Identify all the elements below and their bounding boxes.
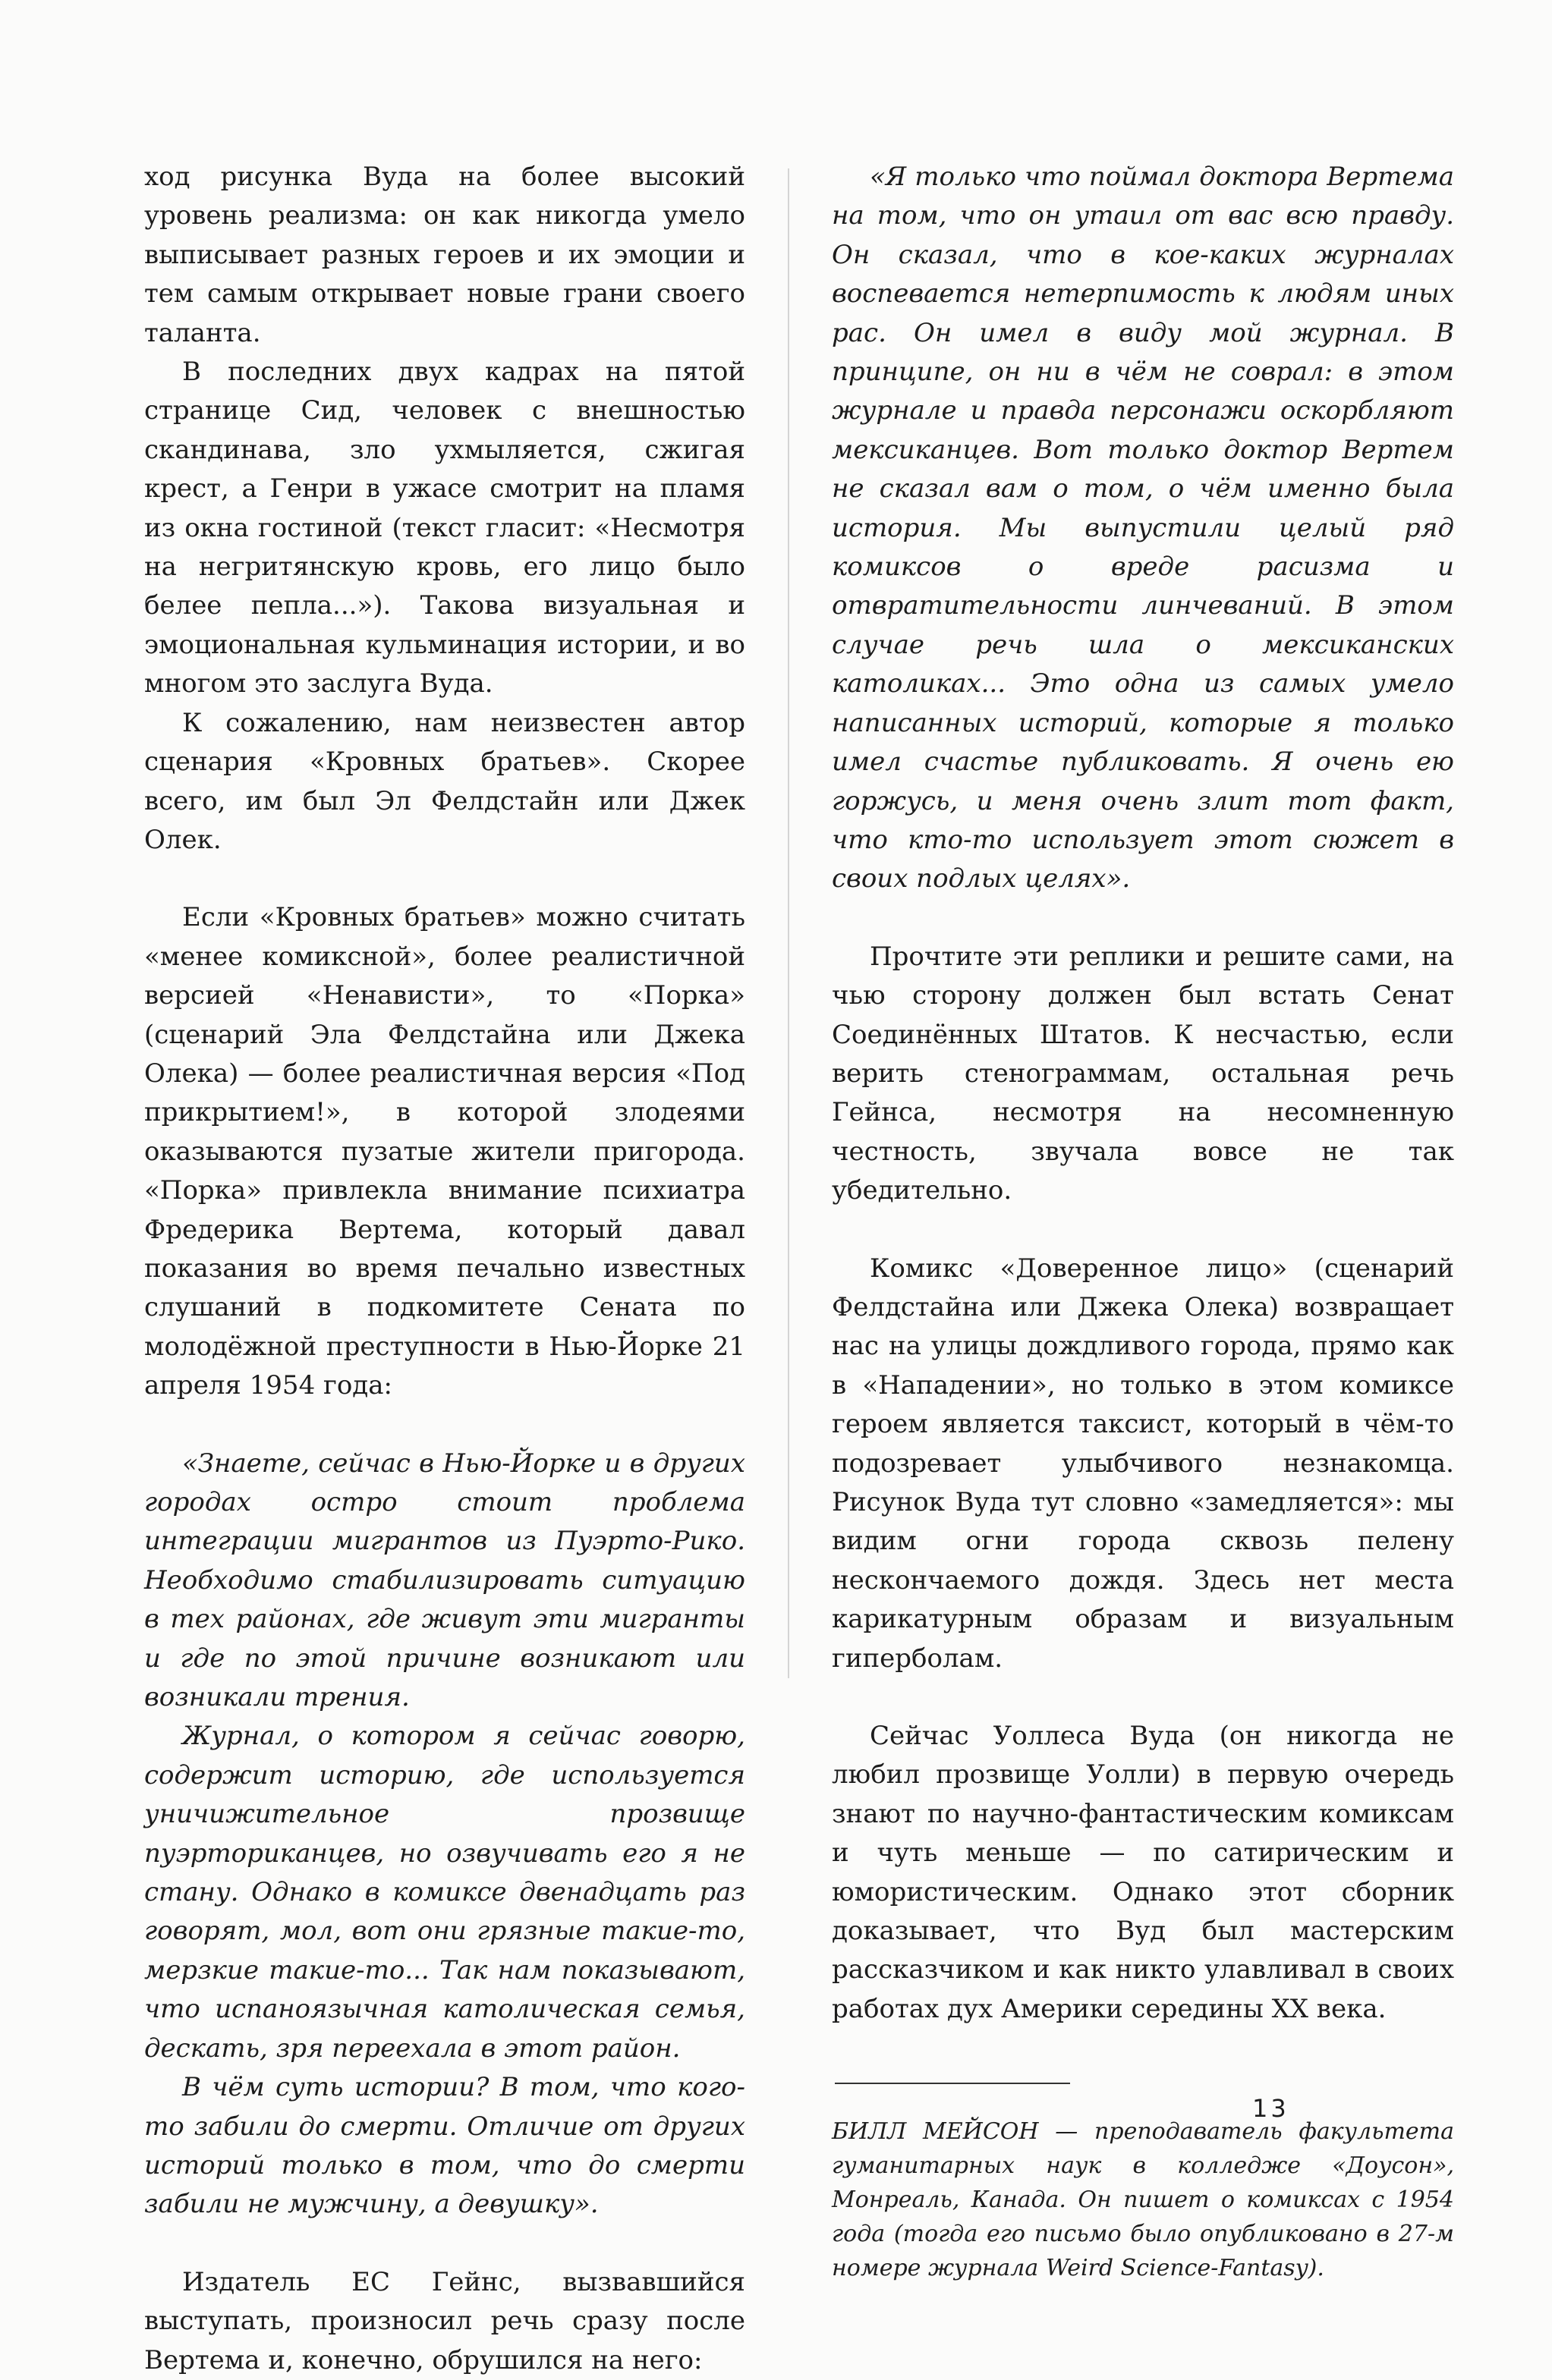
author-bio: БИЛЛ МЕЙСОН — преподаватель факультета гуманитарных наук в колледже «Доусон», Монреаль, Канада. Он пишет о комиксах с 1954 года (тогда его письмо было опубликовано в 27-м номере журнала Weird Science-Fantasy). (832, 2118, 1454, 2282)
quote-paragraph: Журнал, о котором я сейчас говорю, содержит историю, где используется уничижительное прозвище пуэрториканцев, но озвучивать его я не стану. Однако в комиксе двенадцать раз говорят, мол, вот они грязные такие-то, мерзкие такие-то... Так нам показывают, что испаноязычная католическая семья, дескать, зря переехала в этот район. (144, 1721, 745, 2064)
paragraph: Издатель ЕС Гейнс, вызвавшийся выступать, произносил речь сразу после Вертема и, конечно, обрушился на него: (144, 2266, 745, 2375)
quote-paragraph: «Знаете, сейчас в Нью-Йорке и в других городах остро стоит проблема интеграции мигрантов из Пуэрто-Рико. Необходимо стабилизировать ситуацию в тех районах, где живут эти мигранты и где по этой причине возникают или возникали трения. (144, 1448, 745, 1713)
quote-paragraph: «Я только что поймал доктора Вертема на том, что он утаил от вас всю правду. Он сказал, что в кое-каких журналах воспевается нетерпимость к людям иных рас. Он имел в виду мой журнал. В принципе, он ни в чём не соврал: в этом журнале и правда персонажи оскорбляют мексиканцев. Вот только доктор Вертем не сказал вам о том, о чём именно была история. Мы выпустили целый ряд комиксов о вреде расизма и отвратительности линчеваний. В этом случае речь шла о мексиканских католиках... Это одна из самых умело написанных историй, которые я только имел счастье публиковать. Я очень ею горжусь, и меня очень злит тот факт, что кто-то использует этот сюжет в своих подлых целях». (832, 162, 1454, 894)
paragraph: Прочтите эти реплики и решите сами, на чью сторону должен был встать Сенат Соединённых Штатов. К несчастью, если верить стенограммам, остальная речь Гейнса, несмотря на несомненную честность, звучала вовсе не так убедительно. (832, 941, 1454, 1206)
paragraph: Комикс «Доверенное лицо» (сценарий Фелдстайна или Джека Олека) возвращает нас на улицы дождливого города, прямо как в «Нападении», но только в этом комиксе героем является таксист, который в чём-то подозревает улыбчивого незнакомца. Рисунок Вуда тут словно «замедляется»: мы видим огни города сквозь пелену нескончаемого дождя. Здесь нет места карикатурным образам и визуальным гиперболам. (832, 1253, 1454, 1674)
left-column (144, 158, 745, 2380)
paragraph: К сожалению, нам неизвестен автор сценария «Кровных братьев». Скорее всего, им был Эл Фелдстайн или Джек Олек. (144, 707, 745, 855)
column-divider (788, 168, 789, 1678)
right-column (832, 158, 1454, 2285)
paragraph: Сейчас Уоллеса Вуда (он никогда не любил прозвище Уолли) в первую очередь знают по научно-фантастическим комиксам и чуть меньше — по сатирическим и юмористическим. Однако этот сборник доказывает, что Вуд был мастерским рассказчиком и как никто улавливал в своих работах дух Америки середины XX века. (832, 1721, 1454, 2024)
footnote-rule (835, 2083, 1070, 2084)
page-number: 13 (1252, 2094, 1289, 2123)
paragraph: Если «Кровных братьев» можно считать «менее комиксной», более реалистичной версией «Ненависти», то «Порка» (сценарий Эла Фелдстайна или Джека Олека) — более реалистичная версия «Под прикрытием!», в которой злодеями оказываются пузатые жители пригорода. «Порка» привлекла внимание психиатра Фредерика Вертема, который давал показания во время печально известных слушаний в подкомитете Сената по молодёжной преступности в Нью-Йорке 21 апреля 1954 года: (144, 902, 745, 1401)
paragraph: В последних двух кадрах на пятой странице Сид, человек с внешностью скандинава, зло ухмыляется, сжигая крест, а Генри в ужасе смотрит на пламя из окна гостиной (текст гласит: «Несмотря на негритянскую кровь, его лицо было белее пепла...»). Такова визуальная и эмоциональная кульминация истории, и во многом это заслуга Вуда. (144, 357, 745, 700)
quote-paragraph: В чём суть истории? В том, что кого-то забили до смерти. Отличие от других историй только в том, что до смерти забили не мужчину, а девушку». (144, 2072, 745, 2220)
paragraph: ход рисунка Вуда на более высокий уровень реализма: он как никогда умело выписывает разных героев и их эмоции и тем самым открывает новые грани своего таланта. (144, 162, 745, 348)
